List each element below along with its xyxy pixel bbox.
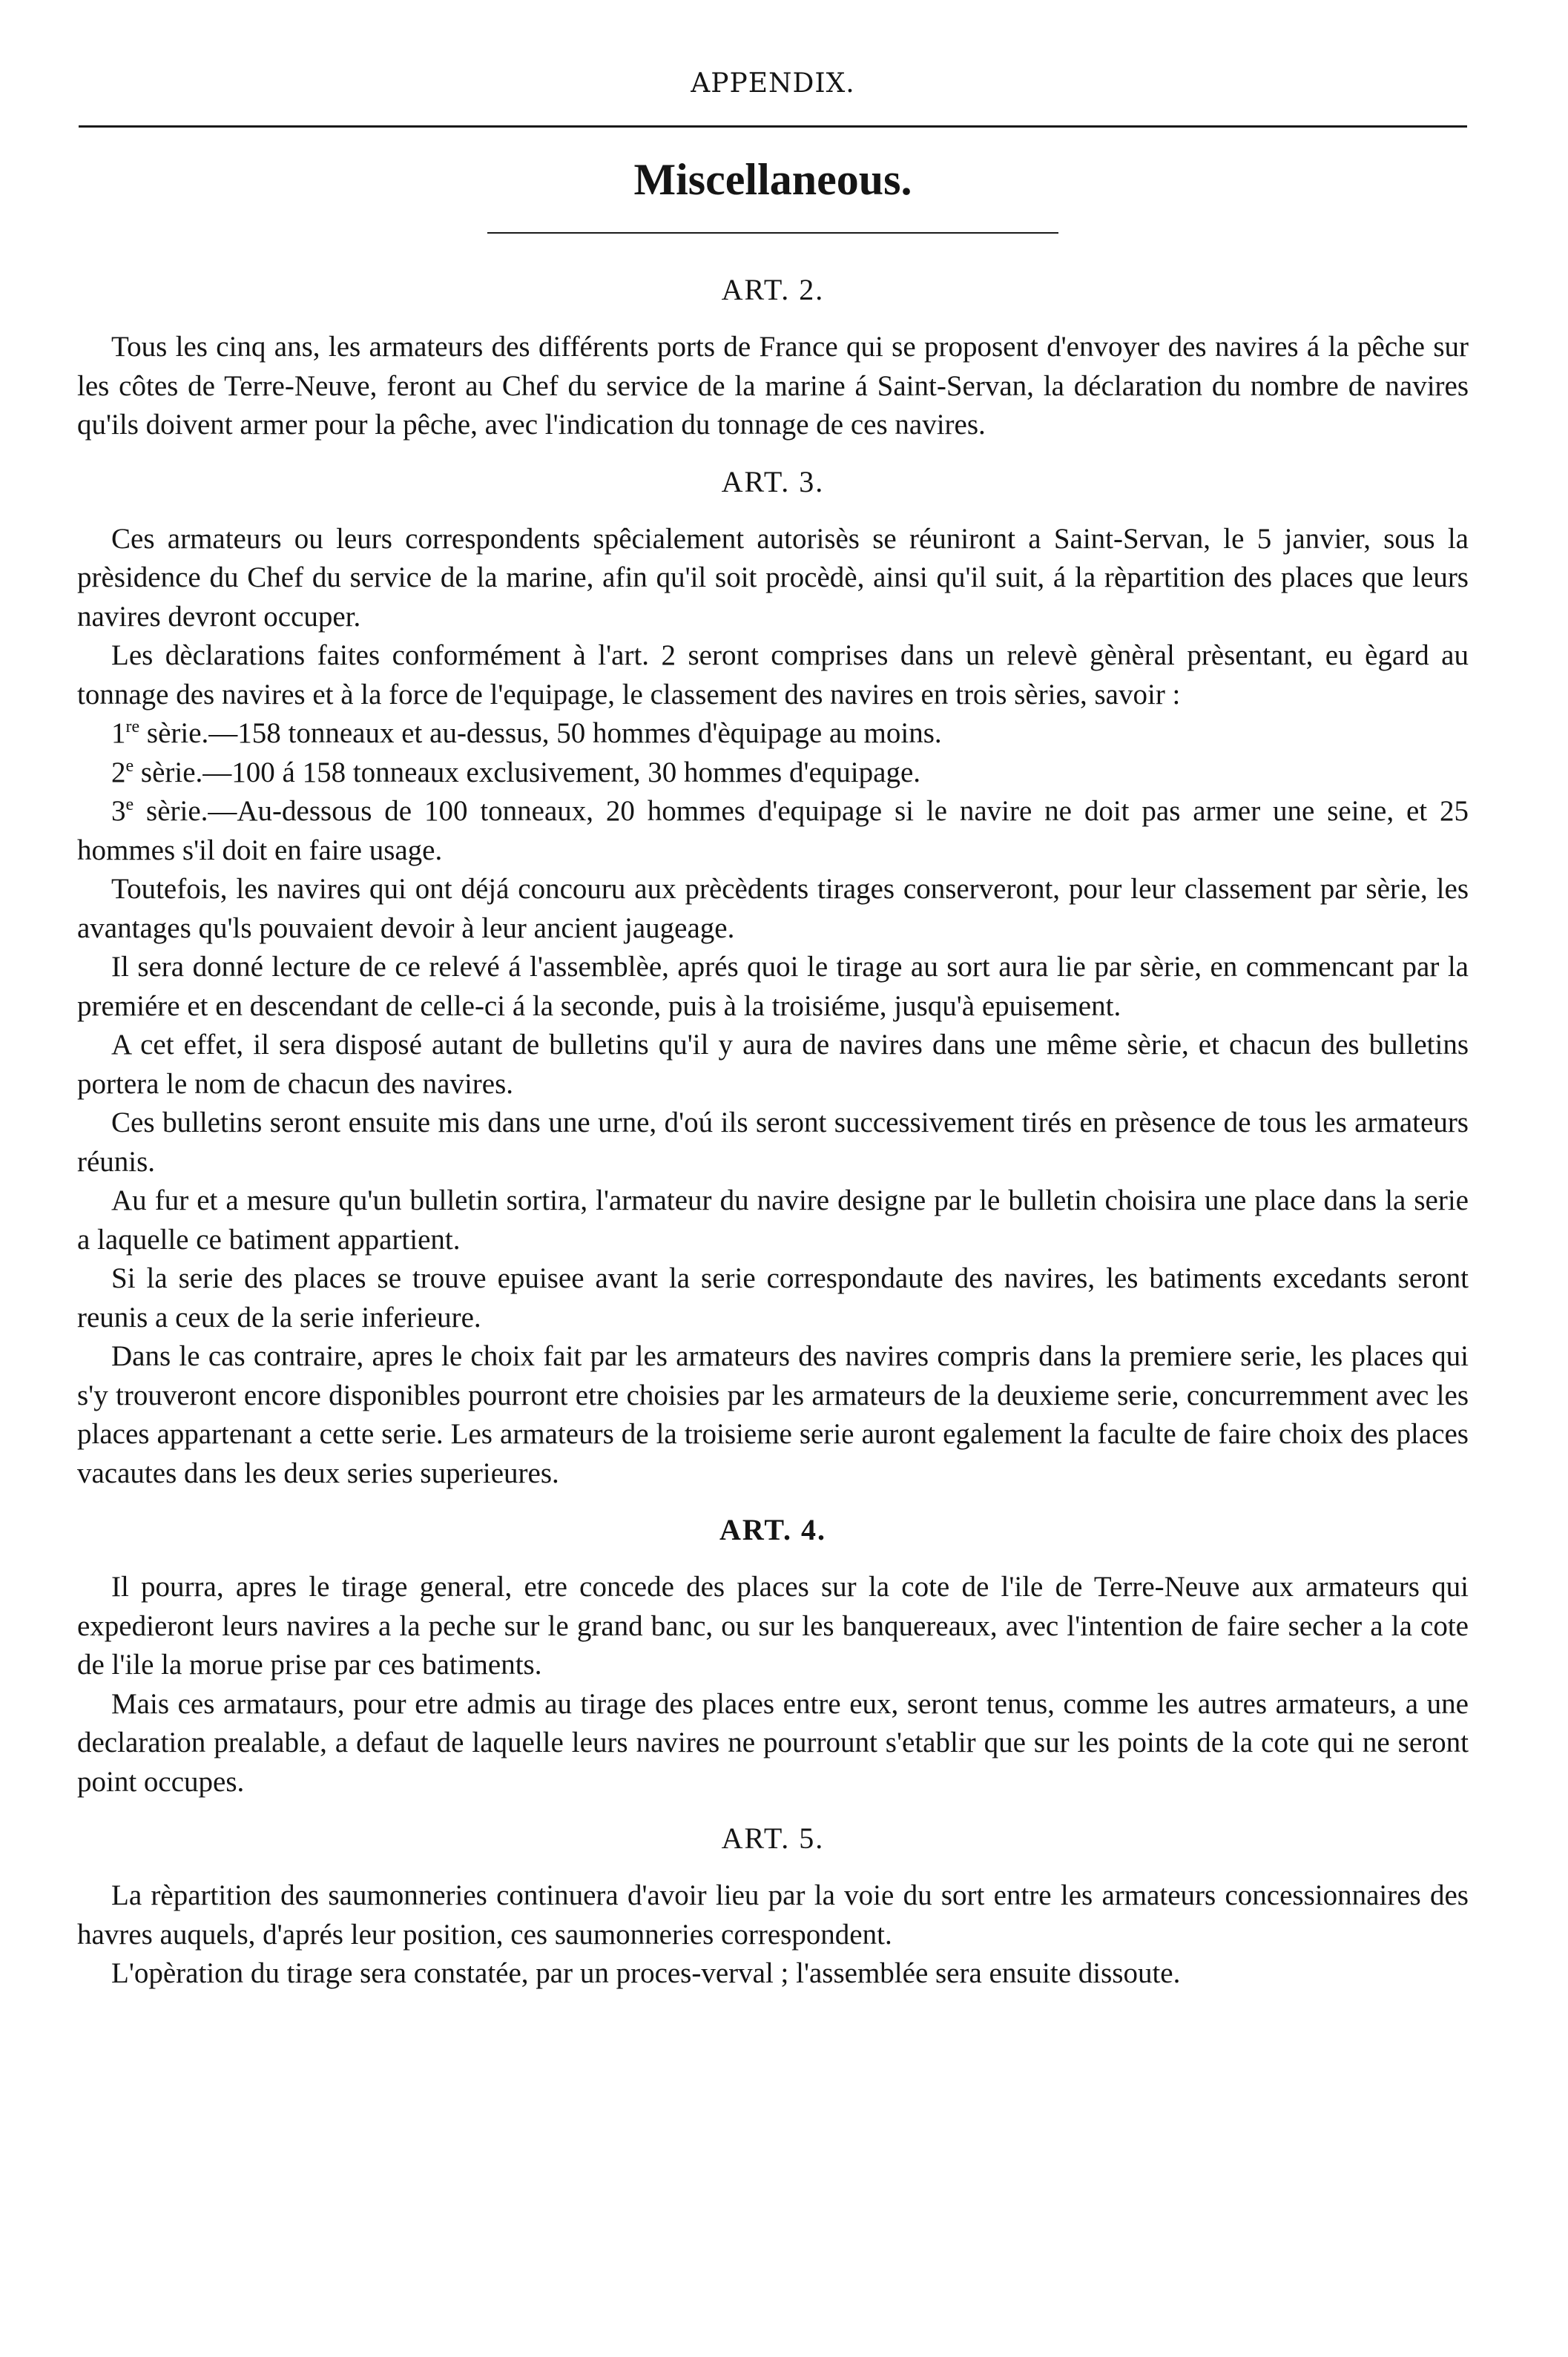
article-paragraph: Ces armateurs ou leurs correspondents spêcialement autorisès se réuniront a Saint-Servan, le 5 janvier, sous la prèsidence du Chef du service de la marine, afin qu'il soit procèdè, ainsi qu'il suit, á la rèpartition des places que leurs navires devront occuper.	[77, 522, 1469, 633]
article-paragraph: Ces bulletins seront ensuite mis dans une urne, d'oú ils seront successivement tirés en prèsence de tous les armateurs réunis.	[77, 1107, 1469, 1178]
article-paragraph: La rèpartition des saumonneries continuera d'avoir lieu par la voie du sort entre les armateurs concessionnaires des havres auquels, d'aprés leur position, ces saumonneries correspondent.	[77, 1879, 1469, 1951]
article-5	[77, 1821, 1469, 1994]
article-2	[77, 272, 1469, 445]
article-paragraph: L'opèration du tirage sera constatée, par un proces-verval ; l'assemblée sera ensuite dissoute.	[111, 1957, 1181, 1989]
page-title: Miscellaneous.	[633, 155, 912, 204]
running-head: APPENDIX.	[691, 68, 855, 99]
article-heading: ART. 3.	[721, 464, 825, 498]
article-paragraph: A cet effet, il sera disposé autant de bulletins qu'il y aura de navires dans une même sèrie, et chacun des bulletins portera le nom de chacun des navires.	[77, 1029, 1469, 1100]
article-3	[77, 464, 1469, 1494]
series-item: 1re sèrie.—158 tonneaux et au-dessus, 50 hommes d'èquipage au moins.	[111, 717, 942, 749]
header-rule	[79, 125, 1467, 128]
article-paragraph: Il pourra, apres le tirage general, etre concede des places sur la cote de l'ile de Terre-Neuve aux armateurs qui expedieront leurs navires a la peche sur le grand banc, ou sur les banquereaux, avec l'intention de faire secher a la cote de l'ile la morue prise par ces batiments.	[77, 1571, 1469, 1681]
series-item: 2e sèrie.—100 á 158 tonneaux exclusivement, 30 hommes d'equipage.	[111, 756, 921, 788]
article-paragraph: Si la serie des places se trouve epuisee avant la serie correspondaute des navires, les batiments excedants seront reunis a ceux de la serie inferieure.	[77, 1262, 1469, 1334]
article-paragraph: Dans le cas contraire, apres le choix fait par les armateurs des navires compris dans la premiere serie, les places qui s'y trouveront encore disponibles pourront etre choisies par les armateurs de la deuxieme serie, concurremment avec les places appartenant a cette serie. Les armateurs de la troisieme serie auront egalement la faculte de faire choix des places vacautes dans les deux series superieures.	[77, 1340, 1469, 1489]
article-paragraph: Il sera donné lecture de ce relevé á l'assemblèe, aprés quoi le tirage au sort aura lie par sèrie, en commencant par la premiére et en descendant de celle-ci á la seconde, puis à la troisiéme, jusqu'à epuisement.	[77, 951, 1469, 1022]
title-rule	[487, 232, 1058, 234]
article-heading: ART. 2.	[721, 273, 825, 306]
document-page	[77, 68, 1469, 2013]
article-paragraph: Toutefois, les navires qui ont déjá concouru aux prècèdents tirages conserveront, pour leur classement par sèrie, les avantages qu'ls pouvaient devoir à leur ancient jaugeage.	[77, 873, 1469, 944]
article-4	[77, 1512, 1469, 1801]
article-paragraph: Tous les cinq ans, les armateurs des différents ports de France qui se proposent d'envoyer des navires á la pêche sur les côtes de Terre-Neuve, feront au Chef du service de la marine á Saint-Servan, la déclaration du nombre de navires qu'ils doivent armer pour la pêche, avec l'indication du tonnage de ces navires.	[77, 331, 1469, 441]
article-paragraph: Les dèclarations faites conformément à l'art. 2 seront comprises dans un relevè gènèral prèsentant, eu ègard au tonnage des navires et à la force de l'equipage, le classement des navires en trois sèries, savoir :	[77, 639, 1469, 711]
article-heading: ART. 5.	[721, 1822, 825, 1855]
article-paragraph: Au fur et a mesure qu'un bulletin sortira, l'armateur du navire designe par le bulletin choisira une place dans la serie a laquelle ce batiment appartient.	[77, 1184, 1469, 1256]
article-paragraph: Mais ces armataurs, pour etre admis au tirage des places entre eux, seront tenus, comme les autres armateurs, a une declaration prealable, a defaut de laquelle leurs navires ne pourrount s'etablir que sur les points de la cote qui ne seront point occupes.	[77, 1687, 1469, 1798]
series-item: 3e sèrie.—Au-dessous de 100 tonneaux, 20 hommes d'equipage si le navire ne doit pas armer une seine, et 25 hommes s'il doit en faire usage.	[77, 795, 1469, 866]
article-heading: ART. 4.	[719, 1513, 827, 1546]
